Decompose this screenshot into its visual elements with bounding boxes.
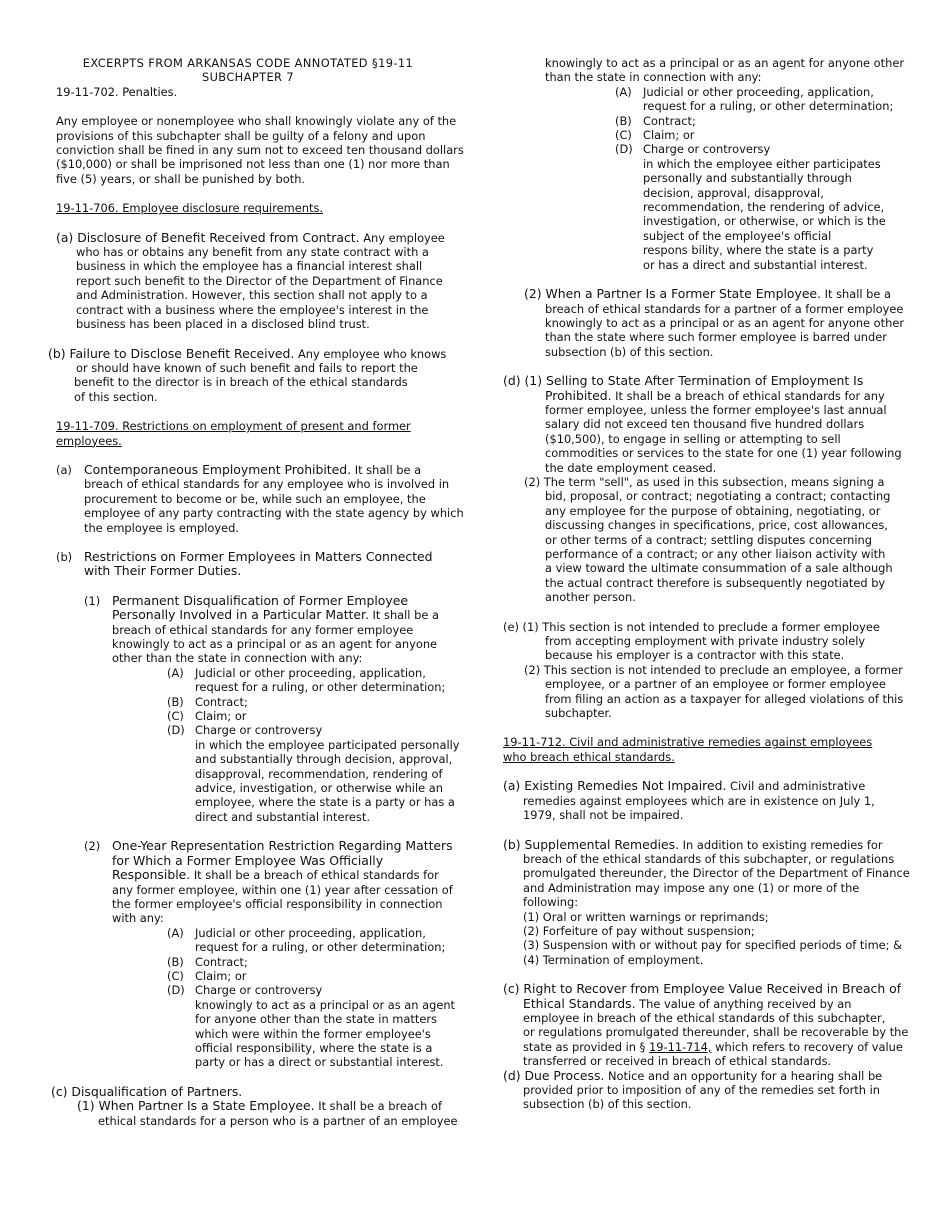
right-column xyxy=(497,56,910,1112)
section-19-11-714-link[interactable]: 19-11-714, xyxy=(648,1039,712,1054)
section-709-b2: (2) One-Year Representation Restriction Regarding Matters for Which a Former Employee Was Officially Responsible. It shall be a breach of ethical standards for any former employee, within one (1) year after cessation of the former employee's official responsibility in connection with any: xyxy=(84,838,453,926)
section-709-heading: 19-11-709. Restrictions on employment of present and former employees. xyxy=(56,419,411,448)
section-709-c: (c) Disqualification of Partners. (1) When Partner Is a State Employee. It shall be a breach of ethical standards for a person who is a partner of an employee xyxy=(51,1083,458,1128)
c1-continuation: knowingly to act as a principal or as an agent for anyone other than the state in connection with any: xyxy=(545,56,905,85)
c1-item-list: (A) Judicial or other proceeding, application, request for a ruling, or other determination; (B) Contract; (C) Claim; or (D) Charge or controversy in which the employee either participates personally and substantially through decision, approval, disapproval, recommendation, the rendering of advice, investigation, or otherwise, or which is the subject of the employee's official respons bility, where the state is a party or has a direct and substantial interest. xyxy=(615,84,894,272)
left-column xyxy=(48,56,464,1128)
b1-item-list: (A) Judicial or other proceeding, application, request for a ruling, or other determination; (B) Contract; (C) Claim; or (D) Charge or controversy in which the employee participated personally and substantially through decision, approval, disapproval, recommendation, rendering of advice, investigation, or otherwise while an employee, where the state is a party or has a direct and substantial interest. xyxy=(167,665,460,824)
section-709-c2: (2) When a Partner Is a Former State Employee. It shall be a breach of ethical standards for a partner of a former employee knowingly to act as a principal or as an agent for anyone other than the state where such former employee is barred under subsection (b) of this section. xyxy=(524,286,905,359)
section-712-b: (b) Supplemental Remedies. In addition to existing remedies for breach of the ethical standards of this subchapter, or regulations promulgated thereunder, the Director of the Department of Finance and Administration may impose any one (1) or more of the following: (1) Oral or written warnings or reprimands; (2) Forfeiture of pay without suspension; (3) Suspension with or without pay for specified periods of time; & (4) Termination of employment. xyxy=(503,836,910,967)
document-title: EXCERPTS FROM ARKANSAS CODE ANNOTATED §19-11 xyxy=(82,56,414,70)
section-709-d: (d) (1) Selling to State After Termination of Employment Is Prohibited. It shall be a breach of ethical standards for any former employee, unless the former employee's last annual salary did not exceed ten thousand five hundred dollars ($10,500), to engage in selling or attempting to sell commodities or services to the state for one (1) year following the date employment ceased. (2) The term "sell", as used in this subsection, means signing a bid, proposal, or contract; negotiating a contract; contacting any employee for the purpose of obtaining, negotiating, or discussing changes in specifications, price, cost allowances, or other terms of a contract; settling disputes concerning performance of a contract; or any other liaison activity with a view toward the ultimate consummation of a sale although the actual contract therefore is subsequently negotiated by another person. xyxy=(503,373,902,605)
document-subtitle: SUBCHAPTER 7 xyxy=(201,70,295,85)
penalties-heading: 19-11-702. Penalties. xyxy=(56,84,178,99)
b2-item-list: (A) Judicial or other proceeding, application, request for a ruling, or other determination; (B) Contract; (C) Claim; or (D) Charge or controversy knowingly to act as a principal or as an agent for anyone other than the state in matters which were within the former employee's official responsibility, where the state is a party or has a direct or substantial interest. xyxy=(167,925,456,1070)
section-712-heading: 19-11-712. Civil and administrative remedies against employees who breach ethical standards. xyxy=(503,735,873,764)
section-709-e: (e) (1) This section is not intended to preclude a former employee from accepting employment with private industry solely because his employer is a contractor with this state. (2) This section is not intended to preclude an employee, a former employee, or a partner of an employee or former employee from filing an action as a taxpayer for alleged violations of this subchapter. xyxy=(503,619,904,721)
section-706-heading: 19-11-706. Employee disclosure requirements. xyxy=(56,201,324,216)
section-709-a: (a) Contemporaneous Employment Prohibited. It shall be a breach of ethical standards for any employee who is involved in procurement to become or be, while such an employee, the employee of any party contracting with the state agency by which the employee is employed. xyxy=(56,461,464,535)
section-706-a: (a) Disclosure of Benefit Received from Contract. Any employee who has or obtains any benefit from any state contract with a business in which the employee has a financial interest shall report such benefit to the Director of the Department of Finance and Administration. However, this section shall not apply to a contract with a business where the employee's interest in the business has been placed in a disclosed blind trust. xyxy=(56,229,445,332)
section-706-b: (b) Failure to Disclose Benefit Received. Any employee who knows or should have known of such benefit and fails to report the benefit to the director is in breach of the ethical standards of this section. xyxy=(48,345,447,404)
section-712-a: (a) Existing Remedies Not Impaired. Civil and administrative remedies against employees which are in existence on July 1, 1979, shall not be impaired. xyxy=(503,778,875,823)
section-709-b1: (1) Permanent Disqualification of Former Employee Personally Involved in a Particular Matter. It shall be a breach of ethical standards for any former employee knowingly to act as a principal or as an agent for anyone other than the state in connection with any: xyxy=(84,592,439,666)
section-709-b: (b) Restrictions on Former Employees in Matters Connected with Their Former Duties. xyxy=(56,548,433,579)
section-712-d: (d) Due Process. Notice and an opportunity for a hearing shall be provided prior to imposition of any of the remedies set forth in subsection (b) of this section. xyxy=(503,1067,883,1112)
section-712-c: (c) Right to Recover from Employee Value Received in Breach of Ethical Standards. The value of anything received by an employee in breach of the ethical standards of this subchapter, or regulations promulgated thereunder, shall be recoverable by the state as provided in § 19-11-714, which refers to recovery of value transferred or received in breach of ethical standards. xyxy=(503,981,909,1069)
penalties-paragraph: Any employee or nonemployee who shall knowingly violate any of the provisions of this subchapter shall be guilty of a felony and upon conviction shall be fined in any sum not to exceed ten thousand dollars ($10,000) or shall be imprisoned not less than one (1) nor more than five (5) years, or shall be punished by both. xyxy=(56,114,464,186)
